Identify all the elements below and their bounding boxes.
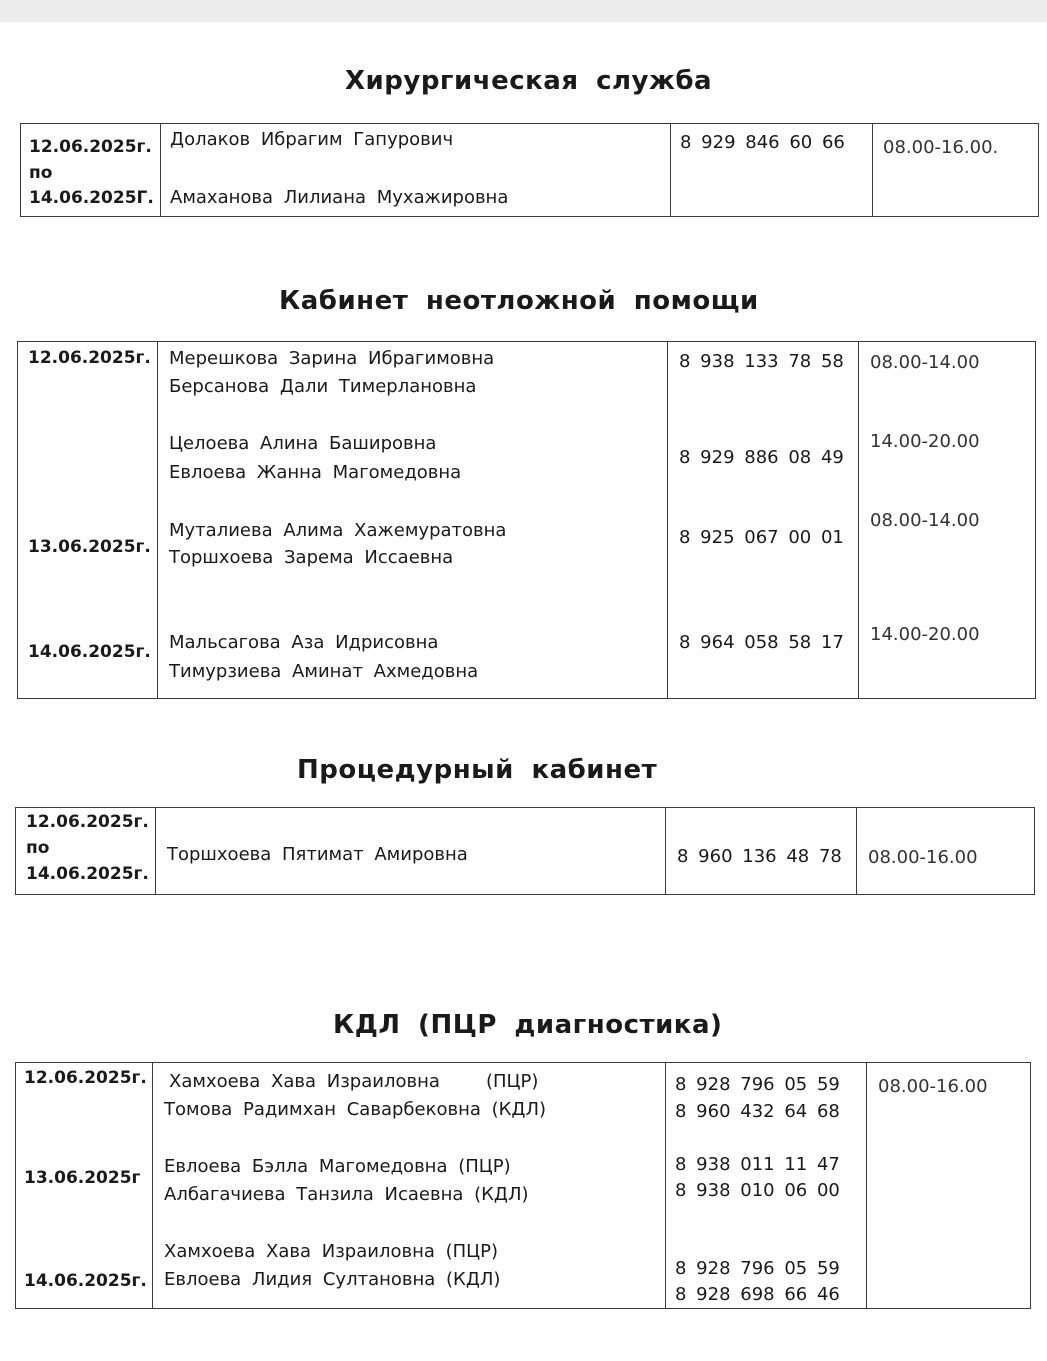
phone-number: 8 938 011 11 47	[675, 1154, 840, 1175]
phone-number: 8 964 058 58 17	[679, 632, 844, 653]
procedure-table	[15, 807, 1035, 895]
emergency-table	[17, 341, 1036, 699]
staff-name: Евлоева Жанна Магомедовна	[169, 462, 462, 483]
staff-name: Долаков Ибрагим Гапурович	[170, 129, 454, 150]
staff-name: Тимурзиева Аминат Ахмедовна	[169, 661, 479, 682]
staff-name: Целоева Алина Башировна	[169, 433, 437, 454]
staff-name: Мальсагова Аза Идрисовна	[169, 632, 439, 653]
work-hours: 08.00-16.00	[868, 847, 978, 868]
column-divider	[856, 808, 857, 894]
shift-date: 12.06.2025г.	[28, 348, 151, 368]
staff-tag: (ПЦР)	[486, 1071, 539, 1092]
scan-top-edge	[0, 0, 1047, 22]
section-title-surgery: Хирургическая служба	[345, 66, 713, 96]
staff-name: Хамхоева Хава Израиловна (ПЦР)	[164, 1241, 499, 1262]
column-divider	[665, 808, 666, 894]
column-divider	[667, 342, 668, 698]
date-from: 12.06.2025г.	[26, 812, 149, 832]
staff-name: Албагачиева Танзила Исаевна (КДЛ)	[164, 1184, 529, 1205]
staff-name: Евлоева Лидия Султановна (КДЛ)	[164, 1269, 501, 1290]
shift-date: 14.06.2025г.	[24, 1271, 147, 1291]
lab-table	[15, 1062, 1031, 1309]
column-divider	[157, 342, 158, 698]
column-divider	[670, 124, 671, 216]
phone-number: 8 929 846 60 66	[680, 132, 845, 153]
column-divider	[858, 342, 859, 698]
staff-name: Амаханова Лилиана Мухажировна	[170, 187, 509, 208]
phone-number: 8 928 698 66 46	[675, 1284, 840, 1305]
surgery-table	[20, 123, 1039, 217]
staff-name: Евлоева Бэлла Магомедовна (ПЦР)	[164, 1156, 511, 1177]
date-to-word: по	[26, 838, 50, 858]
phone-number: 8 928 796 05 59	[675, 1074, 840, 1095]
work-hours: 14.00-20.00	[870, 624, 980, 645]
work-hours: 08.00-14.00	[870, 510, 980, 531]
shift-date: 13.06.2025г.	[28, 537, 151, 557]
column-divider	[160, 124, 161, 216]
phone-number: 8 960 136 48 78	[677, 846, 842, 867]
work-hours: 08.00-16.00	[878, 1076, 988, 1097]
section-title-lab: КДЛ (ПЦР диагностика)	[333, 1010, 723, 1040]
section-title-emergency: Кабинет неотложной помощи	[279, 286, 759, 316]
work-hours: 08.00-16.00.	[883, 137, 999, 158]
column-divider	[152, 1063, 153, 1308]
phone-number: 8 928 796 05 59	[675, 1258, 840, 1279]
phone-number: 8 960 432 64 68	[675, 1101, 840, 1122]
date-to: 14.06.2025Г.	[29, 188, 154, 208]
shift-date: 12.06.2025г.	[24, 1068, 147, 1088]
date-to-word: по	[29, 163, 53, 183]
staff-name: Муталиева Алима Хажемуратовна	[169, 520, 507, 541]
shift-date: 14.06.2025г.	[28, 642, 151, 662]
column-divider	[866, 1063, 867, 1308]
staff-name: Торшхоева Зарема Иссаевна	[169, 547, 454, 568]
staff-name: Берсанова Дали Тимерлановна	[169, 376, 477, 397]
shift-date: 13.06.2025г	[24, 1168, 141, 1188]
work-hours: 08.00-14.00	[870, 352, 980, 373]
phone-number: 8 925 067 00 01	[679, 527, 844, 548]
staff-name: Томова Радимхан Саварбековна (КДЛ)	[164, 1099, 547, 1120]
column-divider	[665, 1063, 666, 1308]
phone-number: 8 938 010 06 00	[675, 1180, 840, 1201]
work-hours: 14.00-20.00	[870, 431, 980, 452]
staff-name: Хамхоева Хава Израиловна	[169, 1071, 440, 1092]
section-title-procedure: Процедурный кабинет	[297, 755, 658, 785]
column-divider	[155, 808, 156, 894]
staff-name: Мерешкова Зарина Ибрагимовна	[169, 348, 495, 369]
phone-number: 8 929 886 08 49	[679, 447, 844, 468]
phone-number: 8 938 133 78 58	[679, 351, 844, 372]
date-to: 14.06.2025г.	[26, 864, 149, 884]
date-from: 12.06.2025г.	[29, 137, 152, 157]
column-divider	[872, 124, 873, 216]
staff-name: Торшхоева Пятимат Амировна	[167, 844, 468, 865]
